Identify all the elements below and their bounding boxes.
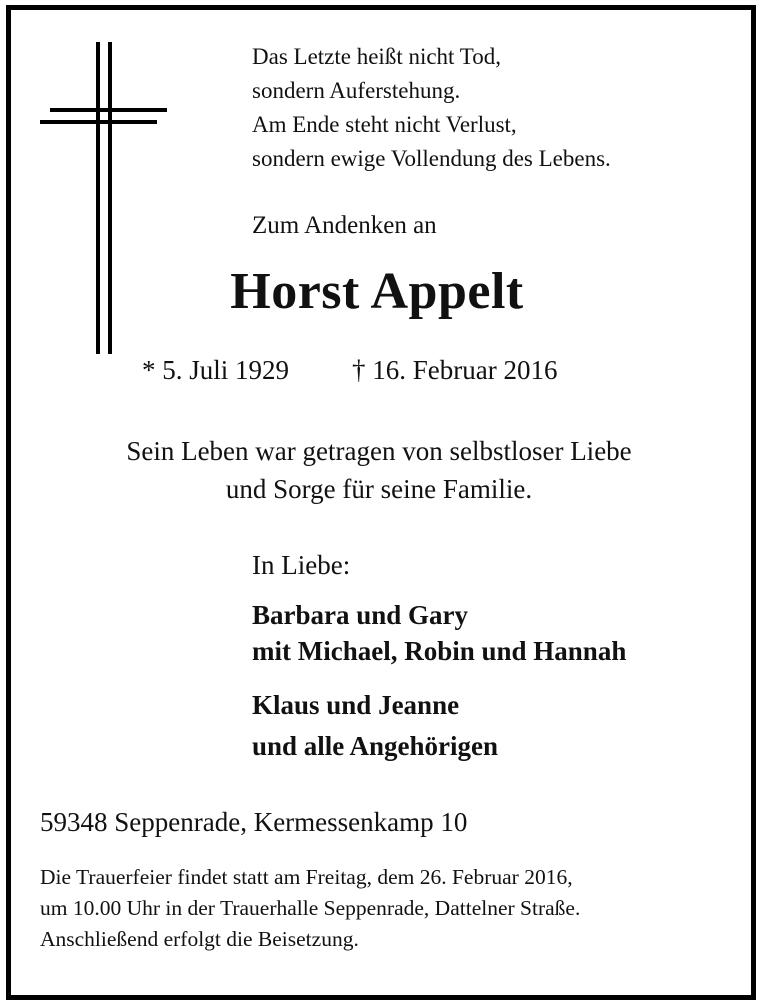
family-line: mit Michael, Robin und Hannah [252, 636, 627, 666]
family-line: und alle Angehörigen [252, 731, 499, 761]
service-info [40, 862, 580, 955]
life-text-line: und Sorge für seine Familie. [225, 474, 533, 504]
memory-line: Zum Andenken an [252, 212, 437, 239]
service-line: Die Trauerfeier findet statt am Freitag, dem 26. Februar 2016, [40, 865, 573, 889]
poem-line: sondern Auferstehung. [252, 78, 461, 103]
birth-date: * 5. Juli 1929 [142, 355, 290, 385]
life-text-line: Sein Leben war getragen von selbstloser Liebe [126, 436, 632, 466]
family-line: Barbara und Gary [252, 600, 469, 630]
service-line: Anschließend erfolgt die Beisetzung. [40, 927, 359, 951]
service-line: um 10.00 Uhr in der Trauerhalle Seppenrade, Dattelner Straße. [40, 896, 581, 920]
family-line: Klaus und Jeanne [252, 690, 460, 720]
in-love-label: In Liebe: [252, 550, 351, 580]
poem-line: sondern ewige Vollendung des Lebens. [252, 146, 611, 171]
poem [252, 40, 611, 176]
address: 59348 Seppenrade, Kermessenkamp 10 [40, 807, 468, 837]
cross-horizontal-bar-2 [40, 120, 157, 124]
poem-line: Am Ende steht nicht Verlust, [252, 112, 517, 137]
deceased-name [0, 262, 758, 321]
life-text [0, 432, 758, 508]
family-group-2 [252, 685, 498, 767]
poem-line: Das Letzte heißt nicht Tod, [252, 44, 501, 69]
cross-horizontal-bar-1 [50, 108, 167, 112]
deceased-name-text: Horst Appelt [230, 263, 524, 320]
death-date: † 16. Februar 2016 [352, 355, 558, 385]
family-group-1 [252, 597, 626, 669]
